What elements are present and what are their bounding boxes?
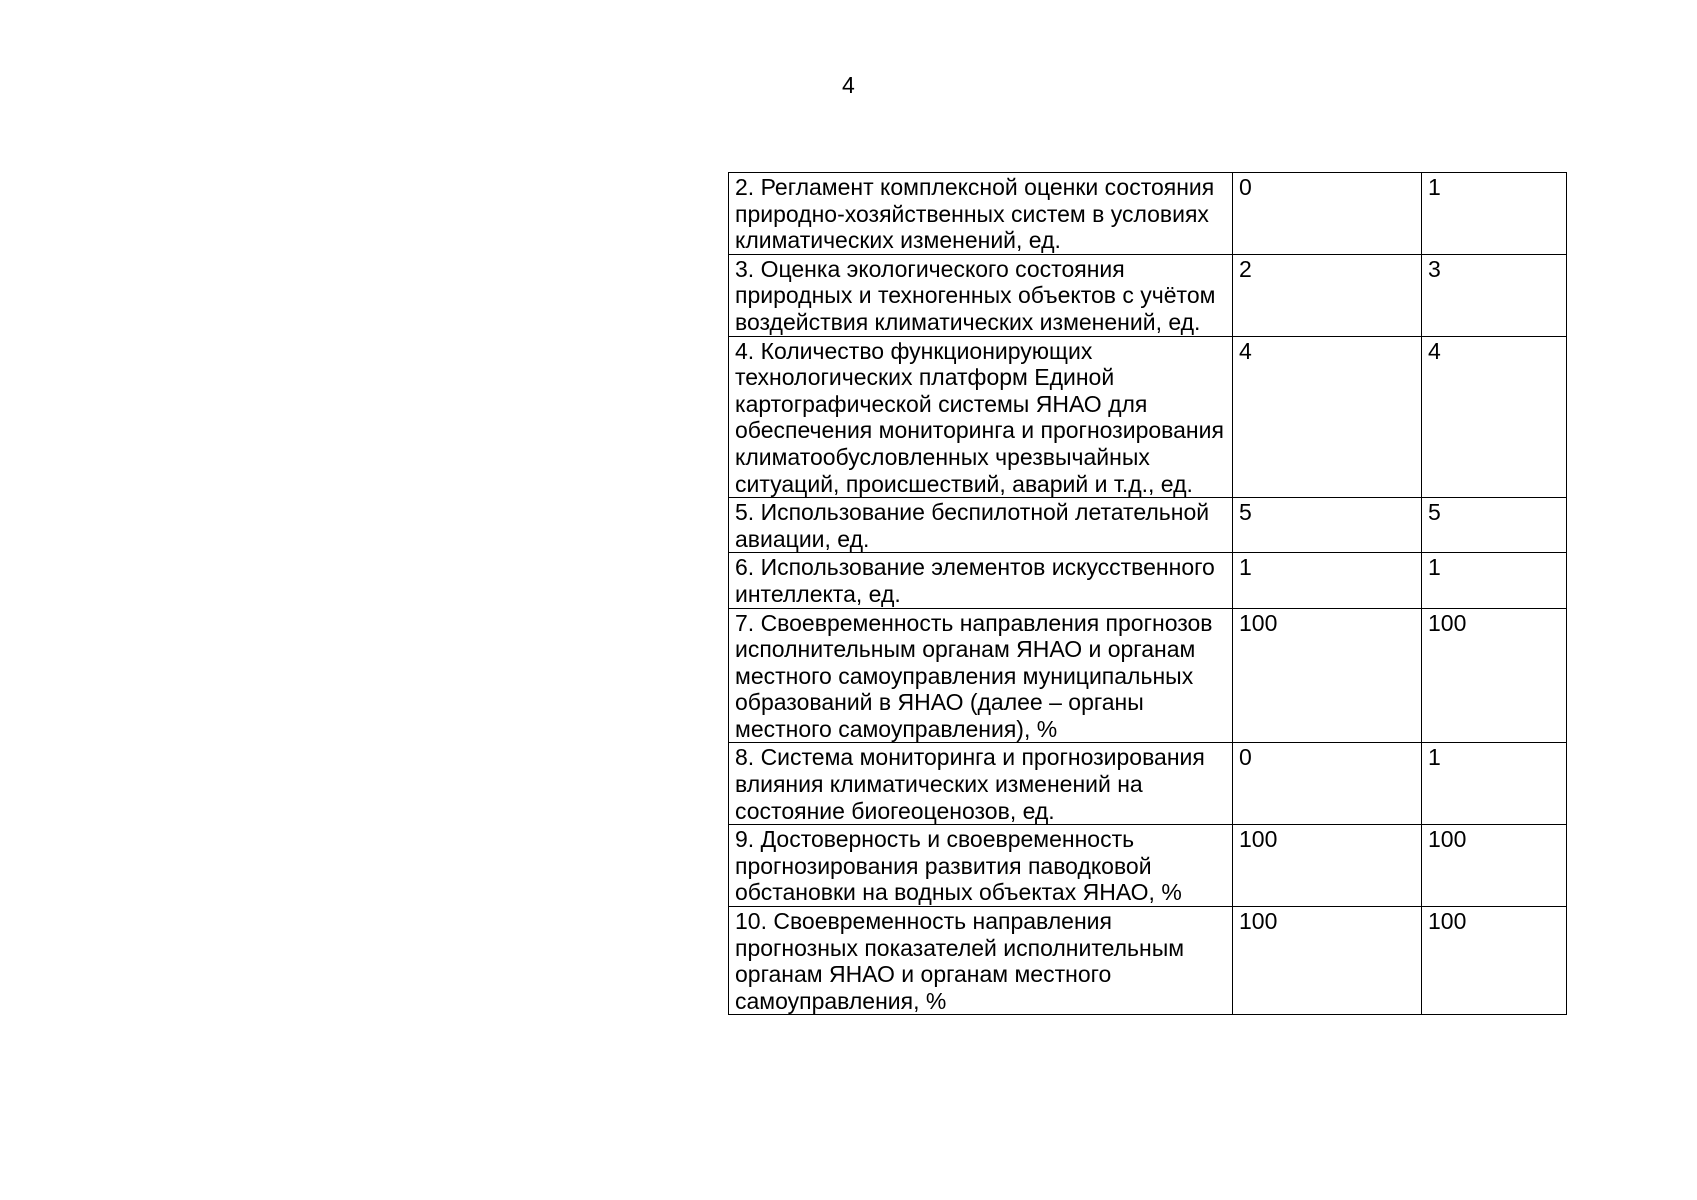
value-cell-1: 5	[1233, 498, 1422, 553]
table-row	[729, 254, 1567, 336]
value-cell-2: 1	[1422, 553, 1567, 608]
table-row	[729, 173, 1567, 255]
table-row	[729, 336, 1567, 498]
table-row	[729, 553, 1567, 608]
indicator-name-cell: 6. Использование элементов искусственного интеллекта, ед.	[729, 553, 1233, 608]
table-row	[729, 498, 1567, 553]
value-cell-2: 1	[1422, 173, 1567, 255]
table-row	[729, 608, 1567, 743]
indicator-name-cell: 7. Своевременность направления прогнозов исполнительным органам ЯНАО и органам местного самоуправления муниципальных образований в ЯНАО (далее – органы местного самоуправления), %	[729, 608, 1233, 743]
value-cell-1: 2	[1233, 254, 1422, 336]
value-cell-2: 100	[1422, 608, 1567, 743]
page-number: 4	[842, 72, 855, 98]
value-cell-2: 3	[1422, 254, 1567, 336]
table-row	[729, 743, 1567, 825]
value-cell-1: 100	[1233, 907, 1422, 1015]
value-cell-2: 100	[1422, 825, 1567, 907]
indicator-name-cell: 3. Оценка экологического состояния природных и техногенных объектов с учётом воздействия климатических изменений, ед.	[729, 254, 1233, 336]
indicator-name-cell: 2. Регламент комплексной оценки состояния природно-хозяйственных систем в условиях климатических изменений, ед.	[729, 173, 1233, 255]
indicator-name-cell: 4. Количество функционирующих технологических платформ Единой картографической системы ЯНАО для обеспечения мониторинга и прогнозирования климатообусловленных чрезвычайных ситуаций, происшествий, аварий и т.д., ед.	[729, 336, 1233, 498]
value-cell-2: 100	[1422, 907, 1567, 1015]
value-cell-1: 100	[1233, 608, 1422, 743]
indicator-name-cell: 5. Использование беспилотной летательной авиации, ед.	[729, 498, 1233, 553]
value-cell-1: 100	[1233, 825, 1422, 907]
value-cell-1: 4	[1233, 336, 1422, 498]
indicator-name-cell: 10. Своевременность направления прогнозных показателей исполнительным органам ЯНАО и органам местного самоуправления, %	[729, 907, 1233, 1015]
indicators-table	[728, 172, 1567, 1015]
value-cell-1: 0	[1233, 743, 1422, 825]
indicator-name-cell: 9. Достоверность и своевременность прогнозирования развития паводковой обстановки на водных объектах ЯНАО, %	[729, 825, 1233, 907]
value-cell-1: 1	[1233, 553, 1422, 608]
table-row	[729, 907, 1567, 1015]
value-cell-1: 0	[1233, 173, 1422, 255]
table-row	[729, 825, 1567, 907]
value-cell-2: 1	[1422, 743, 1567, 825]
indicator-name-cell: 8. Система мониторинга и прогнозирования влияния климатических изменений на состояние биогеоценозов, ед.	[729, 743, 1233, 825]
value-cell-2: 5	[1422, 498, 1567, 553]
value-cell-2: 4	[1422, 336, 1567, 498]
